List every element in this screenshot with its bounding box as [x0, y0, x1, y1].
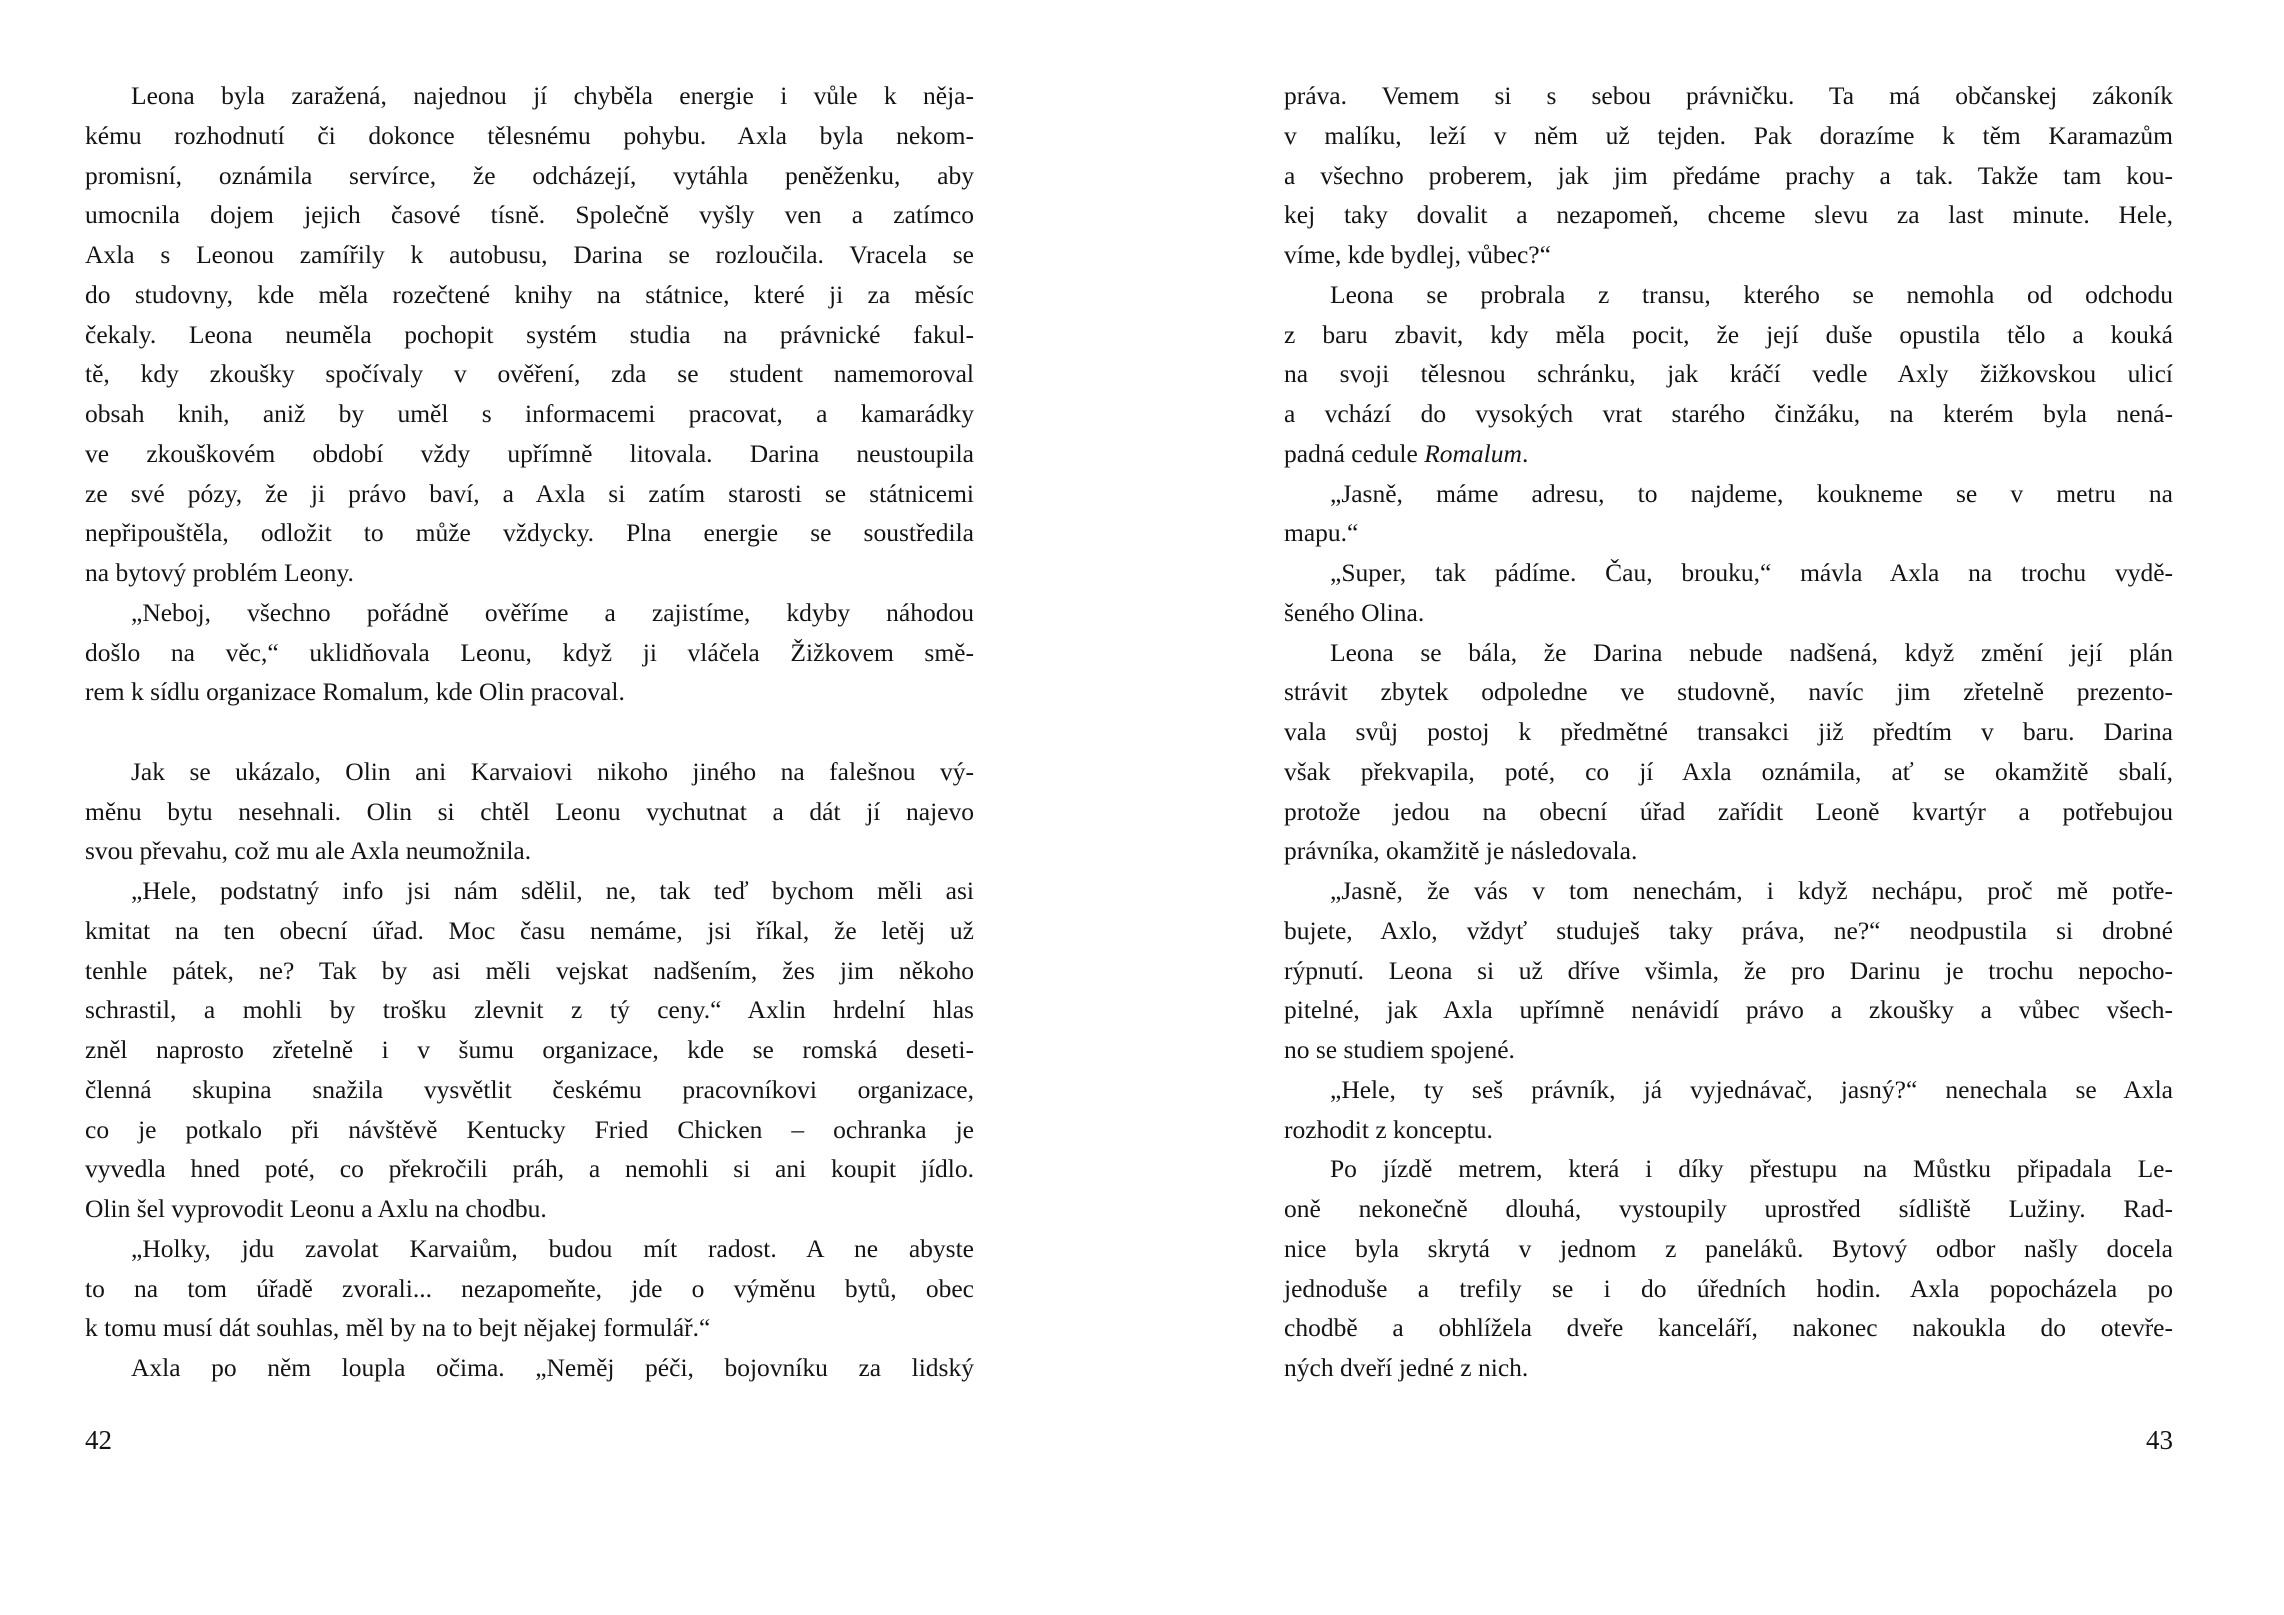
text-line: Olin šel vyprovodit Leonu a Axlu na chodbu.: [85, 1194, 547, 1223]
text-line: zněl naprosto zřetelně i v šumu organizace, kde se romská deseti-: [85, 1035, 974, 1064]
text-line: tenhle pátek, ne? Tak by asi měli vejskat nadšením, žes jim někoho: [85, 955, 974, 985]
text-line: měnu bytu nesehnali. Olin si chtěl Leonu vychutnat a dát jí najevo: [85, 796, 974, 826]
page-left-text: [85, 76, 974, 1388]
text-line: vala svůj postoj k předmětné transakci již předtím v baru. Darina: [1284, 717, 2173, 746]
blank-line: [85, 712, 974, 752]
text-line: „Jasně, máme adresu, to najdeme, koukneme se v metru na: [1330, 478, 2173, 508]
text-line: mapu.“: [1284, 518, 1359, 548]
text-line: práva. Vemem si s sebou právničku. Ta má občanskej zákoník: [1284, 81, 2173, 110]
text-line: kej taky dovalit a nezapomeň, chceme slevu za last minute. Hele,: [1284, 200, 2173, 230]
text-line: v malíku, leží v něm už tejden. Pak dorazíme k těm Karamazům: [1284, 120, 2173, 150]
text-line: rem k sídlu organizace Romalum, kde Olin pracoval.: [85, 677, 625, 707]
text-line: víme, kde bydlej, vůbec?“: [1284, 240, 1551, 269]
text-line: pitelné, jak Axla upřímně nenávidí právo a zkoušky a vůbec všech-: [1284, 995, 2173, 1025]
text-line: a všechno proberem, jak jim předáme prachy a tak. Takže tam kou-: [1284, 160, 2173, 190]
page-right: [1142, 0, 2284, 1615]
text-line: strávit zbytek odpoledne ve studovně, navíc jim zřetelně prezento-: [1284, 677, 2173, 707]
text-line: nice byla skrytá v jednom z paneláků. Bytový odbor našly docela: [1284, 1233, 2173, 1263]
text-line: Axla s Leonou zamířily k autobusu, Darina se rozloučila. Vracela se: [85, 240, 974, 269]
text-run: .: [1521, 438, 1529, 468]
text-line: jednoduše a trefily se i do úředních hodin. Axla popocházela po: [1284, 1273, 2173, 1303]
text-line: ze své pózy, že ji právo baví, a Axla si zatím starosti se státnicemi: [85, 478, 974, 508]
text-line: tě, kdy zkoušky spočívaly v ověření, zda se student namemoroval: [85, 359, 974, 389]
text-line: umocnila dojem jejich časové tísně. Společně vyšly ven a zatímco: [85, 200, 974, 230]
text-line: členná skupina snažila vysvětlit českému pracovníkovi organizace,: [85, 1074, 974, 1104]
text-line: na bytový problém Leony.: [85, 558, 354, 587]
text-line: Leona byla zaražená, najednou jí chyběla energie i vůle k něja-: [131, 81, 974, 110]
page-right-text: [1284, 76, 2173, 1388]
text-line: čekaly. Leona neuměla pochopit systém studia na právnické fakul-: [85, 319, 974, 349]
text-line: Axla po něm loupla očima. „Neměj péči, bojovníku za lidský: [131, 1353, 974, 1382]
text-line: „Hele, ty seš právník, já vyjednávač, jasný?“ nenechala se Axla: [1330, 1074, 2173, 1104]
text-line: Po jízdě metrem, která i díky přestupu na Můstku připadala Le-: [1330, 1154, 2173, 1184]
text-line: „Hele, podstatný info jsi nám sdělil, ne, tak teď bychom měli asi: [131, 876, 974, 905]
text-line: rýpnutí. Leona si už dříve všimla, že pro Darinu je trochu nepocho-: [1284, 955, 2173, 985]
text-line: na svoji tělesnou schránku, jak kráčí vedle Axly žižkovskou ulicí: [1284, 359, 2173, 389]
text-line: to na tom úřadě zvorali... nezapomeňte, jde o výměnu bytů, obec: [85, 1273, 974, 1303]
text-line: a vchází do vysokých vrat starého činžáku, na kterém byla nená-: [1284, 399, 2173, 428]
text-line: k tomu musí dát souhlas, měl by na to bejt nějakej formulář.“: [85, 1313, 711, 1343]
text-line: nepřipouštěla, odložit to může vždycky. Plna energie se soustředila: [85, 518, 974, 548]
text-line: kmitat na ten obecní úřad. Moc času nemáme, jsi říkal, že letěj už: [85, 915, 974, 945]
text-line: však překvapila, poté, co jí Axla oznámila, ať se okamžitě sbalí,: [1284, 756, 2173, 786]
text-line: vyvedla hned poté, co překročili práh, a nemohli si ani koupit jídlo.: [85, 1154, 974, 1184]
text-line: ve zkouškovém období vždy upřímně litovala. Darina neustoupila: [85, 438, 974, 468]
text-line: promisní, oznámila servírce, že odcházejí, vytáhla peněženku, aby: [85, 160, 974, 190]
text-line: kému rozhodnutí či dokonce tělesnému pohybu. Axla byla nekom-: [85, 120, 974, 150]
text-line: došlo na věc,“ uklidňovala Leonu, když ji vláčela Žižkovem smě-: [85, 637, 974, 667]
text-line: Leona se probrala z transu, kterého se nemohla od odchodu: [1330, 279, 2173, 309]
italic-run: Romalum: [1424, 438, 1522, 468]
text-line: protože jedou na obecní úřad zařídit Leoně kvartýr a potřebujou: [1284, 796, 2173, 826]
text-line: oně nekonečně dlouhá, vystoupily uprostřed sídliště Lužiny. Rad-: [1284, 1194, 2173, 1223]
page-number-left: 42: [85, 1425, 112, 1455]
text-line: Leona se bála, že Darina nebude nadšená, když změní její plán: [1330, 637, 2173, 667]
page-number-right: 43: [2146, 1425, 2173, 1455]
text-line: Jak se ukázalo, Olin ani Karvaiovi nikoho jiného na falešnou vý-: [131, 756, 974, 786]
text-line: rozhodit z konceptu.: [1284, 1114, 1493, 1144]
text-line: „Super, tak pádíme. Čau, brouku,“ mávla Axla na trochu vydě-: [1330, 558, 2173, 587]
text-line: chodbě a obhlížela dveře kanceláří, nakonec nakoukla do otevře-: [1284, 1313, 2173, 1343]
text-run: padná cedule: [1284, 438, 1425, 468]
text-line: ných dveří jedné z nich.: [1284, 1353, 1529, 1382]
text-line: co je potkalo při návštěvě Kentucky Fried Chicken – ochranka je: [85, 1114, 974, 1144]
text-line: svou převahu, což mu ale Axla neumožnila.: [85, 836, 532, 866]
text-line: „Jasně, že vás v tom nenechám, i když nechápu, proč mě potře-: [1330, 876, 2173, 905]
text-line: z baru zbavit, kdy měla pocit, že její duše opustila tělo a kouká: [1284, 319, 2173, 349]
text-line: bujete, Axlo, vždyť studuješ taky práva, ne?“ neodpustila si drobné: [1284, 915, 2173, 945]
text-line: „Neboj, všechno pořádně ověříme a zajistíme, kdyby náhodou: [131, 597, 974, 627]
text-line: šeného Olina.: [1284, 597, 1425, 627]
text-line: „Holky, jdu zavolat Karvaiům, budou mít radost. A ne abyste: [131, 1233, 974, 1263]
text-line: schrastil, a mohli by trošku zlevnit z tý ceny.“ Axlin hrdelní hlas: [85, 995, 974, 1025]
text-line: no se studiem spojené.: [1284, 1035, 1515, 1064]
text-line: do studovny, kde měla rozečtené knihy na státnice, které ji za měsíc: [85, 279, 974, 309]
text-line: obsah knih, aniž by uměl s informacemi pracovat, a kamarádky: [85, 399, 974, 428]
text-line: [1284, 434, 2173, 474]
text-line: právníka, okamžitě je následovala.: [1284, 836, 1638, 866]
